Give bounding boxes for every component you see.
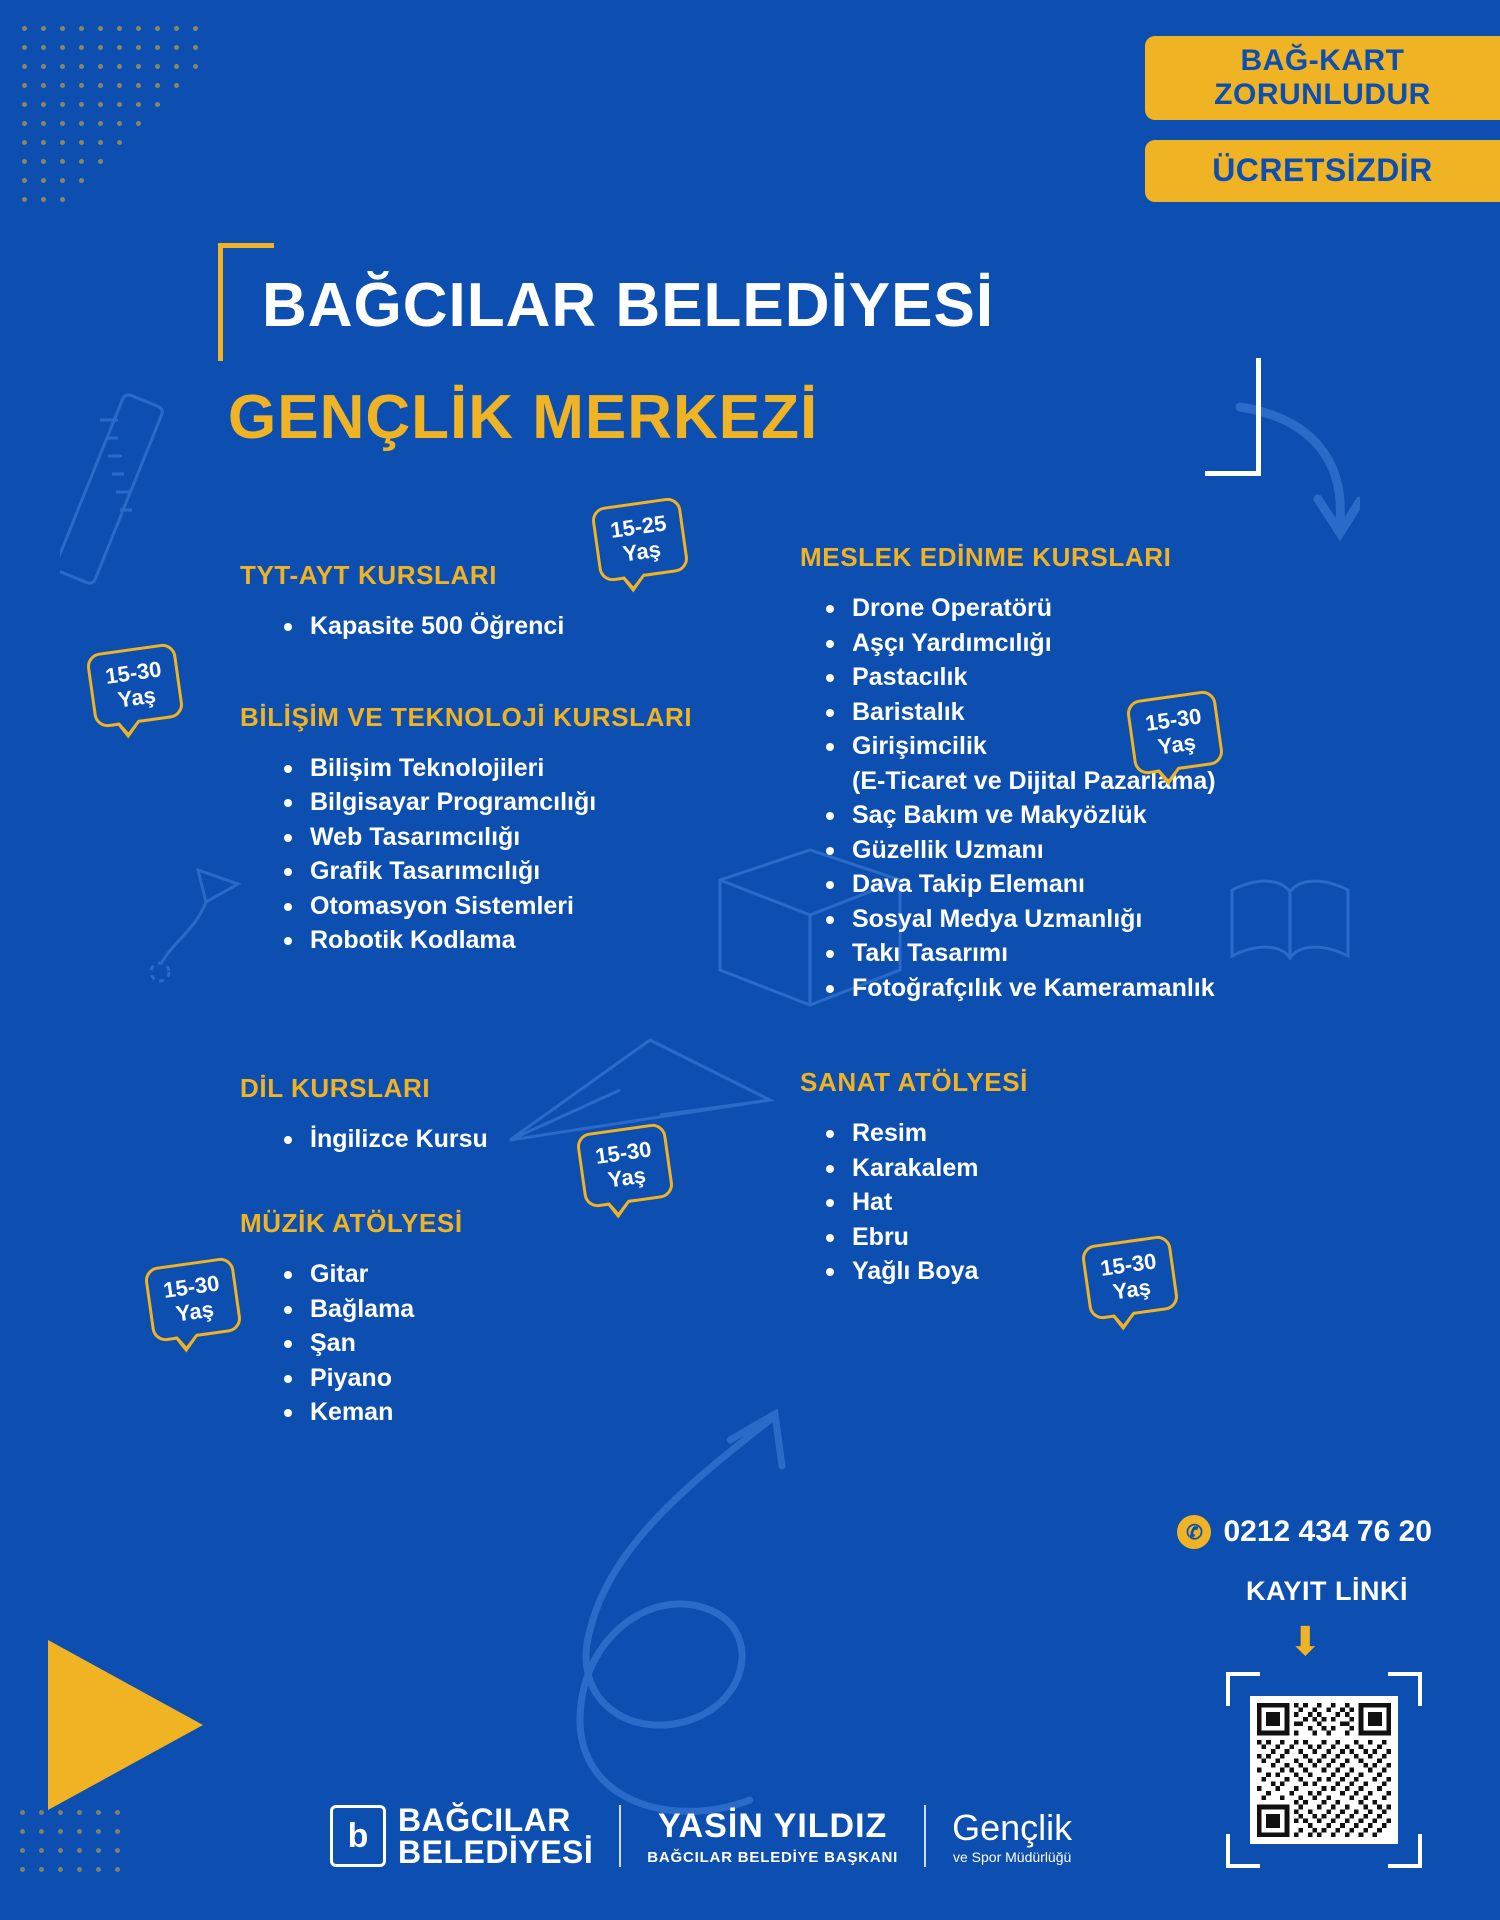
section-heading-dil: DİL KURSLARI — [240, 1072, 431, 1103]
section-heading-meslek: MESLEK EDİNME KURSLARI — [800, 542, 1172, 572]
list-item: Hat — [826, 1185, 1420, 1220]
list-item: Bilişim Teknolojileri — [284, 751, 800, 786]
corner-bracket-bottom-right — [1205, 358, 1261, 476]
list-item: Piyano — [284, 1361, 800, 1396]
section-heading-muzik: MÜZİK ATÖLYESİ — [240, 1208, 463, 1238]
age-bubble-dil: 15-30 Yaş — [575, 1122, 675, 1209]
phone-number[interactable] — [1177, 1515, 1432, 1549]
registration-link-label: KAYIT LİNKİ — [1245, 1576, 1408, 1606]
triangle-decoration — [48, 1640, 203, 1810]
section-list-muzik — [284, 1257, 800, 1430]
list-item: Takı Tasarımı — [826, 936, 1420, 971]
phone-icon: ✆ — [1177, 1515, 1211, 1549]
list-item: Güzellik Uzmanı — [826, 833, 1420, 868]
arrow-down-icon: ⬇ — [1288, 1620, 1322, 1664]
age-bubble-sanat: 15-30 Yaş — [1080, 1234, 1180, 1321]
list-item: Bağlama — [284, 1292, 800, 1327]
municipality-logo — [330, 1804, 593, 1868]
list-item: Şan — [284, 1326, 800, 1361]
left-column — [240, 560, 800, 1430]
section-heading-tyt: TYT-AYT KURSLARI — [240, 560, 498, 590]
municipality-name-line2: BELEDİYESİ — [398, 1834, 594, 1870]
mayor-block — [647, 1807, 898, 1866]
list-item: Fotoğrafçılık ve Kameramanlık — [826, 971, 1420, 1006]
list-item: Web Tasarımcılığı — [284, 820, 800, 855]
municipality-name — [398, 1804, 593, 1868]
age-bubble-tyt: 15-25 Yaş — [590, 496, 690, 583]
dot-grid-decoration-bottom — [20, 1810, 140, 1880]
badge-ucretsiz-label: ÜCRETSİZDİR — [1212, 152, 1433, 189]
list-item: Yağlı Boya — [826, 1254, 1420, 1289]
list-item: Bilgisayar Programcılığı — [284, 785, 800, 820]
list-item: Pastacılık — [826, 660, 1420, 695]
footer-divider-2 — [924, 1805, 926, 1867]
list-item: Dava Takip Elemanı — [826, 867, 1420, 902]
list-item: Girişimcilik — [826, 729, 1420, 764]
section-heading-bilisim: BİLİŞİM VE TEKNOLOJİ KURSLARI — [240, 701, 693, 732]
age-bubble-meslek: 15-30 Yaş — [1125, 689, 1225, 776]
list-item: Kapasite 500 Öğrenci — [284, 609, 800, 644]
list-item: Gitar — [284, 1257, 800, 1292]
dot-grid-decoration — [22, 26, 232, 216]
municipality-mark-icon: b — [330, 1805, 386, 1867]
section-list-dil — [284, 1122, 800, 1157]
badge-ucretsiz — [1145, 140, 1500, 202]
phone-number-label: 0212 434 76 20 — [1223, 1515, 1432, 1548]
youth-department-sub: ve Spor Müdürlüğü — [953, 1849, 1072, 1865]
section-list-tyt — [284, 609, 800, 644]
list-item: Robotik Kodlama — [284, 923, 800, 958]
municipality-name-line1: BAĞCILAR — [398, 1802, 571, 1838]
page-title-line1: BAĞCILAR BELEDİYESİ — [262, 271, 995, 340]
badge-bag-kart-label: BAĞ-KART ZORUNLUDUR — [1214, 44, 1431, 111]
section-heading-sanat: SANAT ATÖLYESİ — [800, 1067, 1028, 1097]
footer-divider-1 — [619, 1805, 621, 1867]
badge-bag-kart — [1145, 36, 1500, 120]
qr-code-icon[interactable] — [1250, 1696, 1398, 1844]
list-item: Resim — [826, 1116, 1420, 1151]
mayor-role: BAĞCILAR BELEDİYE BAŞKANI — [647, 1848, 899, 1866]
age-bubble-bilisim: 15-30 Yaş — [85, 642, 185, 729]
youth-department-name: Gençlik — [952, 1807, 1073, 1848]
page-title-line2: GENÇLİK MERKEZİ — [228, 383, 819, 452]
list-item: (E-Ticaret ve Dijital Pazarlama) — [852, 766, 1216, 795]
list-item: Aşçı Yardımcılığı — [826, 626, 1420, 661]
list-item: Keman — [284, 1395, 800, 1430]
qr-code-block[interactable] — [1226, 1672, 1422, 1868]
list-item: İngilizce Kursu — [284, 1122, 800, 1157]
list-item: Ebru — [826, 1220, 1420, 1255]
list-item: Otomasyon Sistemleri — [284, 889, 800, 924]
mayor-name: YASİN YILDIZ — [658, 1806, 888, 1845]
list-item: Karakalem — [826, 1151, 1420, 1186]
section-list-meslek — [826, 591, 1420, 1005]
youth-department-block — [952, 1807, 1072, 1865]
right-column — [800, 542, 1420, 1289]
list-item: Saç Bakım ve Makyözlük — [826, 798, 1420, 833]
age-bubble-muzik: 15-30 Yaş — [143, 1256, 243, 1343]
section-list-bilisim — [284, 751, 800, 958]
footer — [330, 1804, 1072, 1868]
list-item: Drone Operatörü — [826, 591, 1420, 626]
list-item: Baristalık — [826, 695, 1420, 730]
list-item: Grafik Tasarımcılığı — [284, 854, 800, 889]
swirl-arrow-doodle-icon — [430, 1400, 990, 1850]
list-item: Sosyal Medya Uzmanlığı — [826, 902, 1420, 937]
